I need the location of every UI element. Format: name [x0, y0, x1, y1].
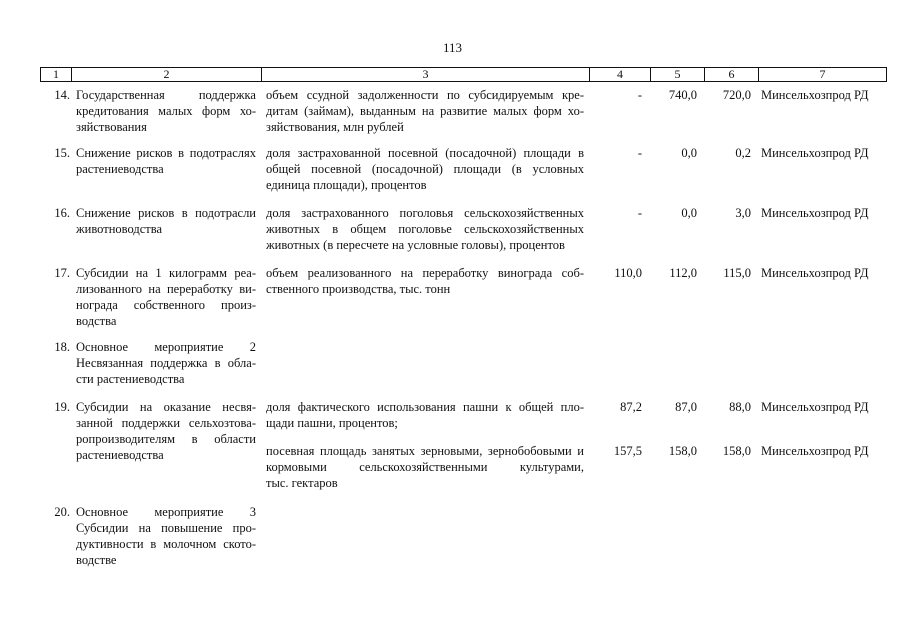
value-col-6: 88,0 [729, 400, 751, 414]
text-line: общей посевной (посадочной) площади (в условных [266, 162, 584, 176]
activity-name [76, 265, 256, 329]
indicator-text [266, 443, 584, 491]
text-line: щади пашни, процентов; [266, 416, 398, 430]
text-line: Субсидии на повышение про- [76, 521, 256, 535]
value-col-6: 0,2 [735, 146, 751, 160]
text-line: лизованного на переработку ви- [76, 282, 256, 296]
text-line: дуктивности в молочном ското- [76, 537, 256, 551]
text-line: Субсидии на оказание несвя- [76, 400, 256, 414]
text-line: объем ссудной задолженности по субсидируемым кре- [266, 88, 584, 102]
table-header [40, 67, 887, 82]
activity-name [76, 87, 256, 135]
header-col-1: 1 [41, 68, 72, 81]
value-col-4: 157,5 [613, 444, 642, 458]
row-number: 17. [54, 266, 70, 280]
text-line: дитам (займам), выданным на развитие малых форм хо- [266, 104, 584, 118]
activity-name [76, 205, 256, 237]
indicator-text [266, 265, 584, 297]
text-line: Снижение рисков в подотрасли [76, 206, 256, 220]
responsible-executor: Минсельхозпрод РД [761, 206, 869, 220]
responsible-executor: Минсельхозпрод РД [761, 444, 869, 458]
row-number: 19. [54, 400, 70, 414]
text-line: объем реализованного на переработку винограда соб- [266, 266, 584, 280]
value-col-5: 0,0 [681, 146, 697, 160]
text-line: зяйствования [76, 120, 147, 134]
header-col-3: 3 [262, 68, 590, 81]
indicator-text [266, 399, 584, 431]
header-col-2: 2 [72, 68, 262, 81]
value-col-4: 87,2 [620, 400, 642, 414]
header-col-6: 6 [705, 68, 759, 81]
row-number: 20. [54, 505, 70, 519]
text-line: растениеводства [76, 448, 164, 462]
header-col-5: 5 [651, 68, 705, 81]
row-number: 15. [54, 146, 70, 160]
text-line: животноводства [76, 222, 162, 236]
text-line: Несвязанная поддержка в обла- [76, 356, 256, 370]
text-line: нограда собственного произ- [76, 298, 256, 312]
value-col-4: - [637, 146, 642, 160]
activity-name [76, 399, 256, 463]
activity-name [76, 504, 256, 568]
row-number: 18. [54, 340, 70, 354]
text-line: ственного производства, тыс. тонн [266, 282, 451, 296]
indicator-text [266, 205, 584, 253]
value-col-4: - [637, 206, 642, 220]
value-col-6: 115,0 [723, 266, 751, 280]
responsible-executor: Минсельхозпрод РД [761, 146, 869, 160]
text-line: сти растениеводства [76, 372, 185, 386]
header-col-4: 4 [590, 68, 651, 81]
text-line: зяйствования, млн рублей [266, 120, 404, 134]
text-line: животных в общем поголовье сельскохозяйственных [266, 222, 584, 236]
text-line: Основное мероприятие 3 [76, 505, 256, 519]
text-line: ропроизводителям в области [76, 432, 256, 446]
text-line: посевная площадь занятых зерновыми, зернобобовыми и [266, 444, 584, 458]
value-col-6: 158,0 [722, 444, 751, 458]
text-line: доля застрахованного поголовья сельскохозяйственных [266, 206, 584, 220]
responsible-executor: Минсельхозпрод РД [761, 400, 869, 414]
value-col-6: 720,0 [722, 88, 751, 102]
indicator-text [266, 145, 584, 193]
text-line: тыс. гектаров [266, 476, 338, 490]
text-line: Государственная поддержка [76, 88, 256, 102]
value-col-6: 3,0 [735, 206, 751, 220]
page-number: 113 [442, 40, 463, 55]
value-col-4: 110,0 [614, 266, 642, 280]
responsible-executor: Минсельхозпрод РД [761, 88, 869, 102]
text-line: кормовыми сельскохозяйственными культурами, [266, 460, 584, 474]
value-col-5: 87,0 [675, 400, 697, 414]
activity-name [76, 145, 256, 177]
text-line: животных (в пересчете на условные головы), процентов [266, 238, 565, 252]
text-line: занной поддержки сельхозтова- [76, 416, 256, 430]
text-line: единица площади), процентов [266, 178, 427, 192]
header-col-7: 7 [819, 67, 826, 81]
text-line: водстве [76, 553, 117, 567]
activity-name [76, 339, 256, 387]
value-col-5: 158,0 [668, 444, 697, 458]
text-line: растениеводства [76, 162, 164, 176]
text-line: доля фактического использования пашни к общей пло- [266, 400, 584, 414]
text-line: Субсидии на 1 килограмм реа- [76, 266, 256, 280]
text-line: доля застрахованной посевной (посадочной) площади в [266, 146, 584, 160]
text-line: кредитования малых форм хо- [76, 104, 256, 118]
responsible-executor: Минсельхозпрод РД [761, 266, 869, 280]
value-col-5: 112,0 [669, 266, 697, 280]
text-line: водства [76, 314, 117, 328]
text-line: Снижение рисков в подотраслях [76, 146, 256, 160]
row-number: 14. [54, 88, 70, 102]
value-col-5: 740,0 [668, 88, 697, 102]
row-number: 16. [54, 206, 70, 220]
text-line: Основное мероприятие 2 [76, 340, 256, 354]
value-col-4: - [637, 88, 642, 102]
indicator-text [266, 87, 584, 135]
value-col-5: 0,0 [681, 206, 697, 220]
